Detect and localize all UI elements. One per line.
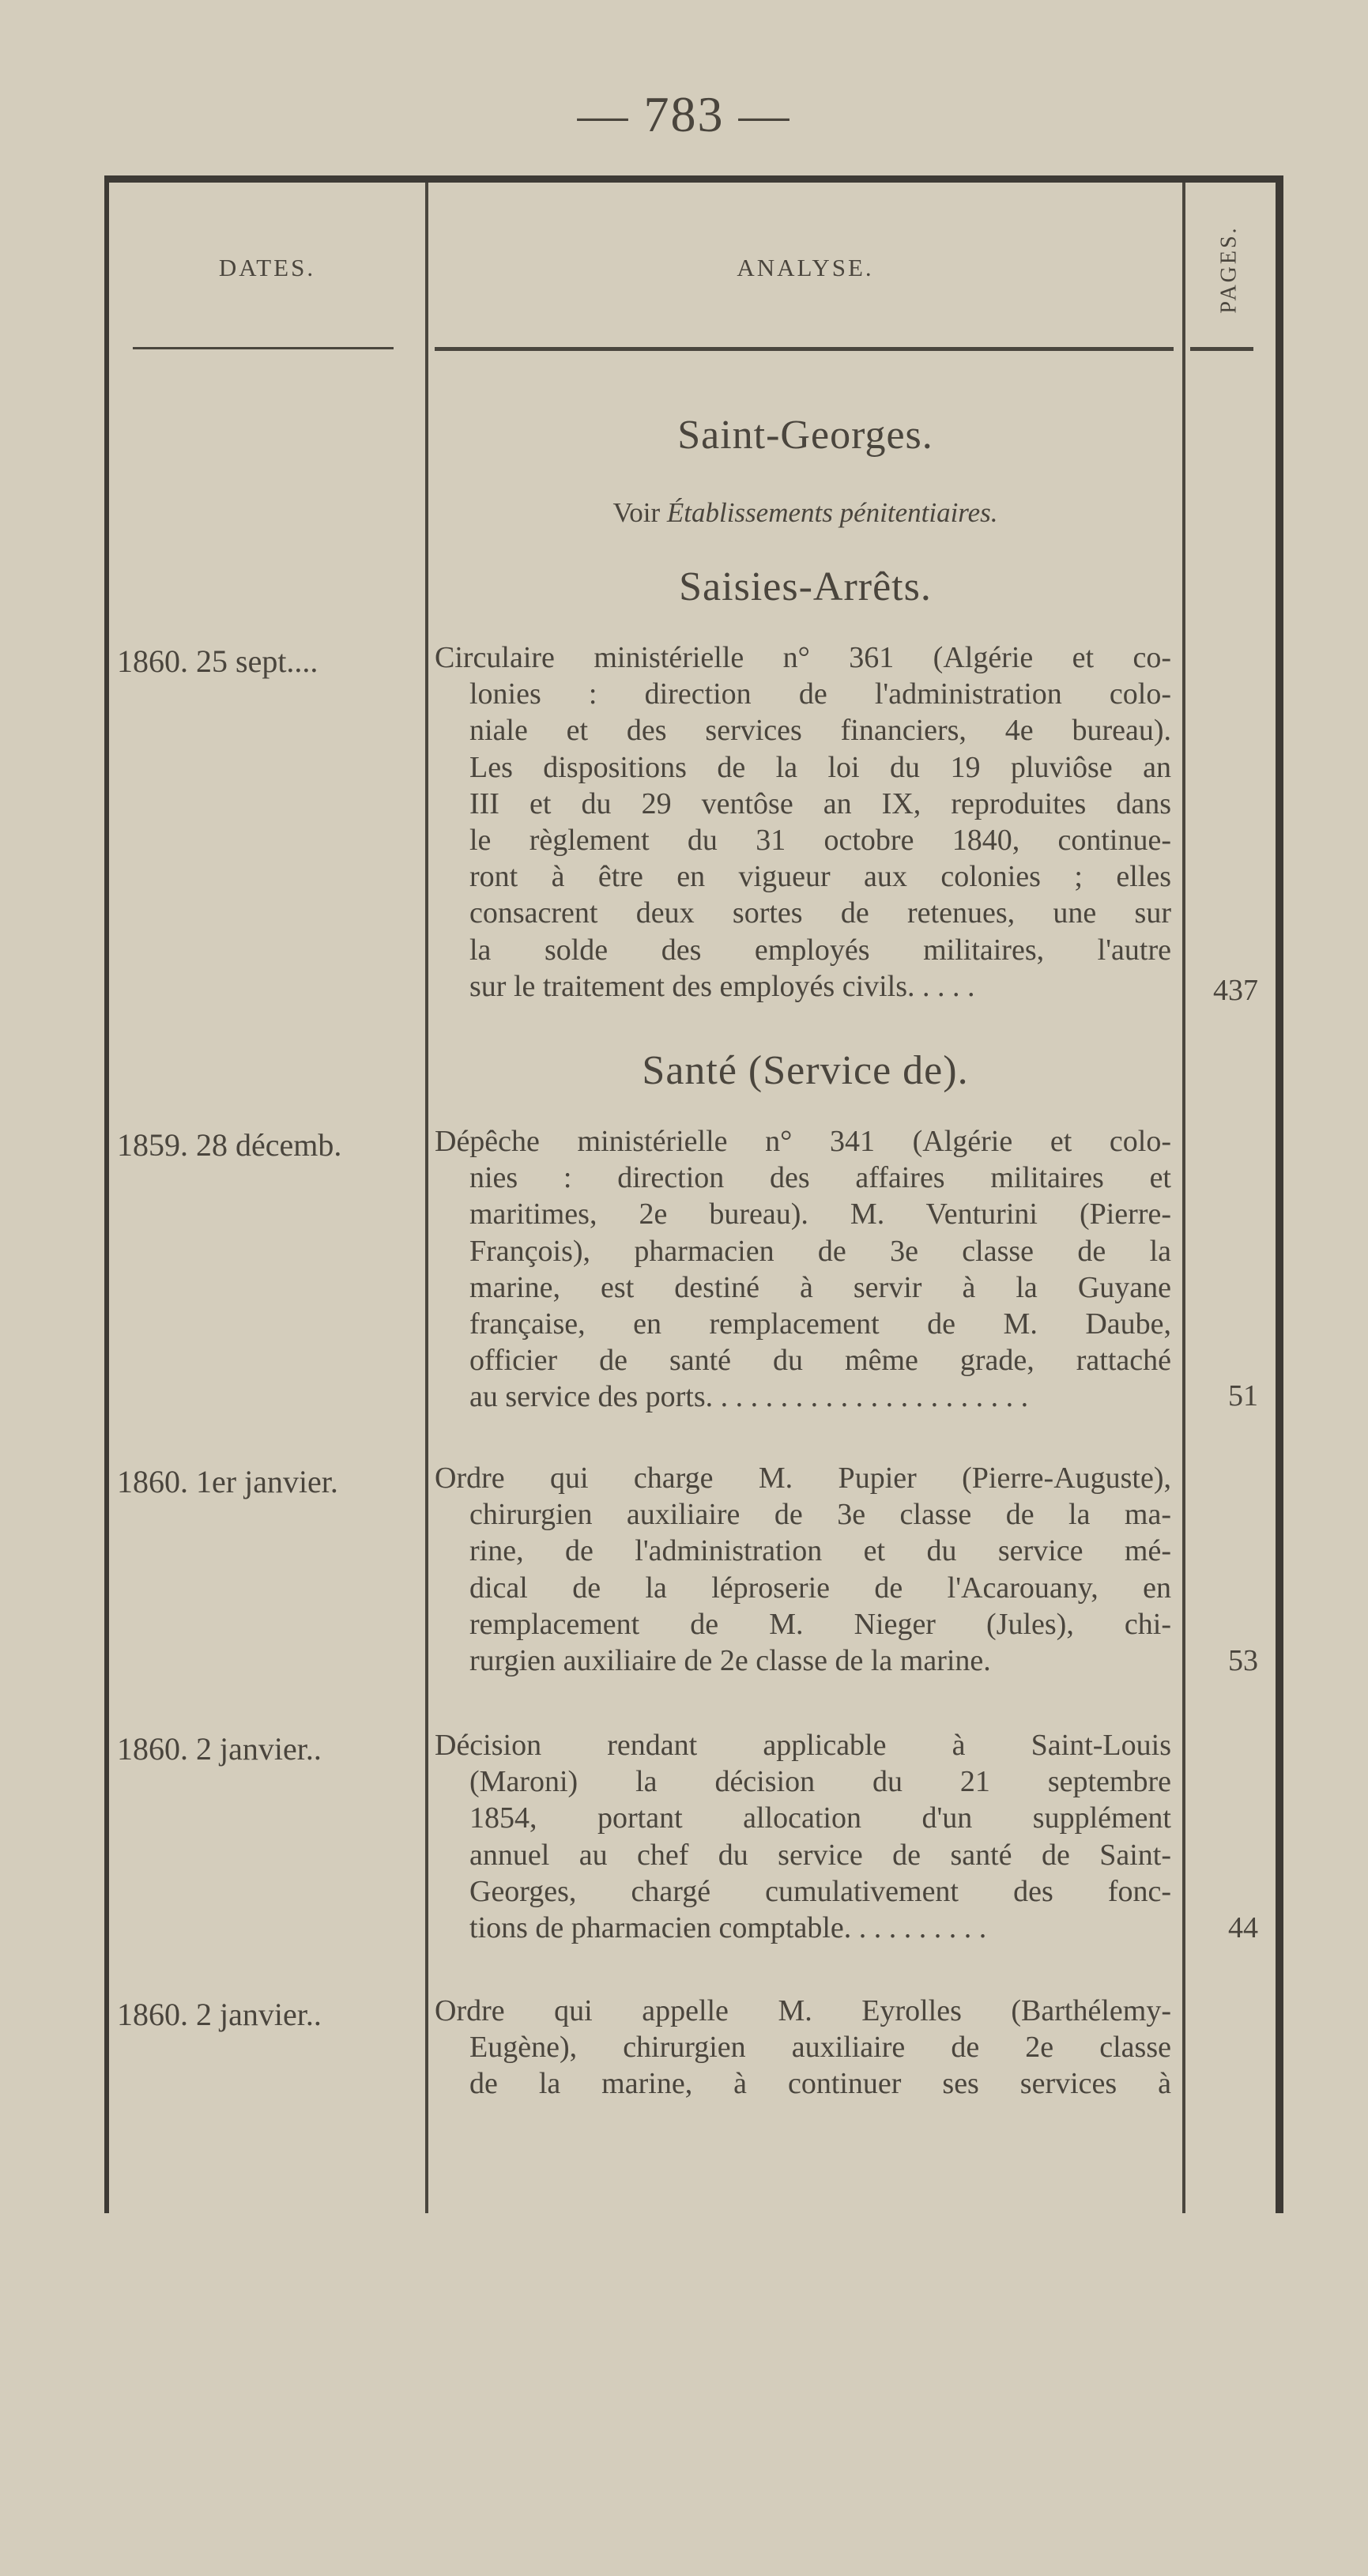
entry-line: rine, de l'administration et du service mé-	[469, 1534, 1171, 1568]
entry-line: rurgien auxiliaire de 2e classe de la marine.	[469, 1644, 991, 1678]
voir-reference: Établissements pénitentiaires.	[666, 497, 998, 528]
header-dates: DATES.	[218, 254, 316, 281]
entry-date: 1860. 25 sept....	[117, 643, 318, 679]
entry-page: 51	[1228, 1379, 1258, 1412]
cross-reference	[428, 497, 1182, 529]
entry-line: de la marine, à continuer ses services à	[469, 2067, 1171, 2101]
entry-text	[435, 1993, 1171, 2103]
header-rule	[435, 347, 1174, 351]
entry-line: chirurgien auxiliaire de 3e classe de la ma-	[469, 1498, 1171, 1532]
entry-line: Circulaire ministérielle n° 361 (Algérie et co-	[435, 641, 1171, 674]
entry-line: François), pharmacien de 3e classe de la	[469, 1234, 1171, 1268]
entry-line: Ordre qui appelle M. Eyrolles (Barthélemy-	[435, 1994, 1171, 2027]
entry-line: ront à être en vigueur aux colonies ; elles	[469, 860, 1171, 894]
entry-text	[435, 639, 1171, 1005]
entry-line: au service des ports. . . . . . . . . . . . . . . . . . . . . .	[469, 1380, 1029, 1414]
entry-line: niale et des services financiers, 4e bureau).	[469, 714, 1171, 748]
entry-text	[435, 1727, 1171, 1946]
entry-line: Les dispositions de la loi du 19 pluviôse an	[469, 750, 1171, 784]
entry-date: 1860. 2 janvier..	[117, 1997, 322, 2032]
header-pages-wrap	[1198, 222, 1261, 317]
header-rule	[1190, 347, 1253, 351]
table-frame	[104, 175, 1283, 2213]
entry-page: 44	[1228, 1911, 1258, 1944]
entry-line: Eugène), chirurgien auxiliaire de 2e classe	[469, 2031, 1171, 2065]
entry-line: officier de santé du même grade, rattaché	[469, 1344, 1171, 1378]
entry-line: 1854, portant allocation d'un supplément	[469, 1801, 1171, 1835]
entry-date: 1860. 2 janvier..	[117, 1731, 322, 1767]
entry-line: nies : direction des affaires militaires et	[469, 1161, 1171, 1195]
entry-date: 1860. 1er janvier.	[117, 1464, 338, 1499]
header-pages: PAGES.	[1217, 225, 1242, 314]
header-analyse: ANALYSE.	[737, 254, 874, 281]
section-title-sante: Santé (Service de).	[642, 1048, 969, 1093]
entry-line: marine, est destiné à servir à la Guyane	[469, 1270, 1171, 1304]
voir-prefix: Voir	[612, 497, 661, 528]
entry-line: annuel au chef du service de santé de Saint-	[469, 1838, 1171, 1872]
column-divider-dates	[425, 183, 428, 2213]
entry-line: tions de pharmacien comptable. . . . . . . . . .	[469, 1911, 987, 1945]
entry-text	[435, 1460, 1171, 1679]
entry-line: sur le traitement des employés civils. . . . .	[469, 969, 975, 1003]
entry-line: lonies : direction de l'administration colo-	[469, 677, 1171, 711]
column-divider-pages	[1182, 183, 1185, 2213]
entry-line: Dépêche ministérielle n° 341 (Algérie et colo-	[435, 1125, 1171, 1158]
entry-line: Georges, chargé cumulativement des fonc-	[469, 1874, 1171, 1908]
section-title-saint-georges: Saint-Georges.	[677, 413, 933, 458]
entry-date: 1859. 28 décemb.	[117, 1127, 342, 1163]
entry-text	[435, 1123, 1171, 1416]
entry-line: Ordre qui charge M. Pupier (Pierre-Auguste),	[435, 1461, 1171, 1495]
entry-line: française, en remplacement de M. Daube,	[469, 1307, 1171, 1341]
entry-page: 53	[1228, 1644, 1258, 1677]
page-number: — 783 —	[577, 86, 791, 142]
entry-line: remplacement de M. Nieger (Jules), chi-	[469, 1607, 1171, 1641]
section-title-saisies-arrets: Saisies-Arrêts.	[679, 564, 932, 609]
entry-line: Décision rendant applicable à Saint-Louis	[435, 1729, 1171, 1762]
entry-line: la solde des employés militaires, l'autre	[469, 933, 1171, 967]
entry-line: (Maroni) la décision du 21 septembre	[469, 1765, 1171, 1799]
entry-line: maritimes, 2e bureau). M. Venturini (Pierre-	[469, 1197, 1171, 1231]
entry-line: dical de la léproserie de l'Acarouany, en	[469, 1571, 1171, 1605]
entry-line: III et du 29 ventôse an IX, reproduites dans	[469, 786, 1171, 820]
entry-line: le règlement du 31 octobre 1840, continue-	[469, 824, 1171, 858]
entry-line: consacrent deux sortes de retenues, une sur	[469, 896, 1171, 930]
header-rule	[133, 347, 394, 349]
entry-page: 437	[1213, 974, 1258, 1007]
